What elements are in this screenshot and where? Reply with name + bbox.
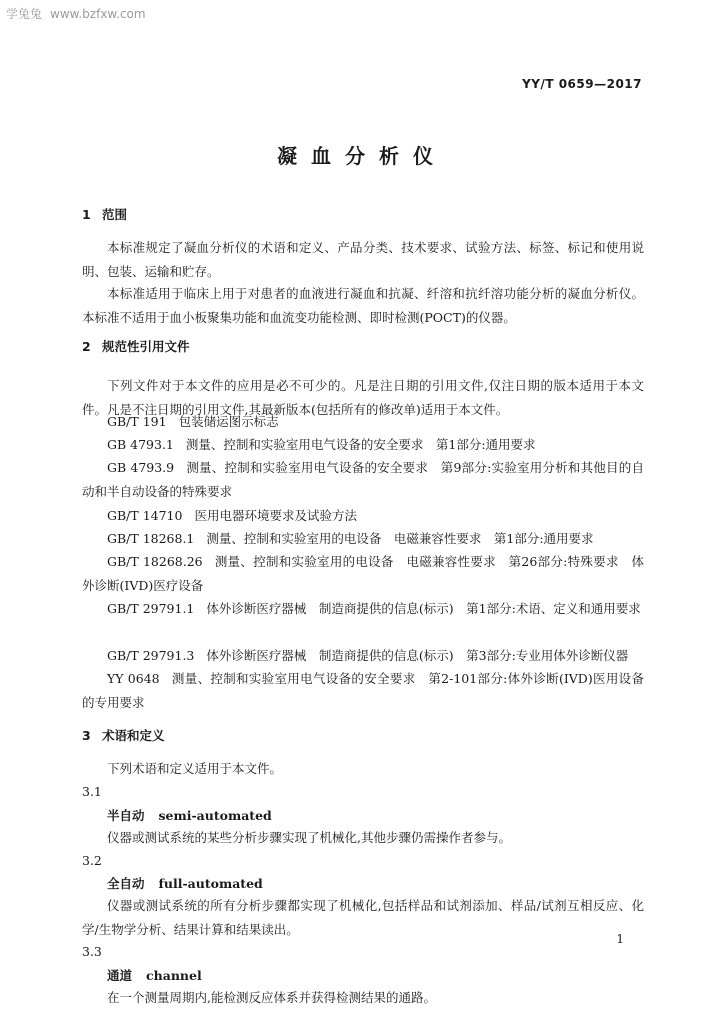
terms-intro: 下列术语和定义适用于本文件。 xyxy=(107,761,283,776)
section-2-heading xyxy=(82,337,190,355)
reference-title: 测量、控制和实验室用的电设备 电磁兼容性要求 第1部分:通用要求 xyxy=(206,531,594,546)
reference-title: 包装储运图示标志 xyxy=(178,414,279,429)
reference-item xyxy=(82,527,644,551)
reference-code: GB 4793.1 xyxy=(107,437,174,452)
reference-item xyxy=(82,456,644,503)
section-number: 3 xyxy=(82,728,91,743)
term-zh: 全自动 xyxy=(107,876,145,891)
term-en: channel xyxy=(146,968,202,983)
section-number: 2 xyxy=(82,339,91,354)
term-definition: 在一个测量周期内,能检测反应体系并获得检测结果的通路。 xyxy=(107,990,436,1005)
watermark-brand: 学兔兔 xyxy=(6,7,43,21)
reference-title: 测量、控制和实验室用电气设备的安全要求 第9部分:实验室用分析和其他目的自动和半自动设备的特殊要求 xyxy=(82,460,644,499)
reference-code: GB 4793.9 xyxy=(107,460,175,475)
reference-title: 测量、控制和实验室用的电设备 电磁兼容性要求 第26部分:特殊要求 体外诊断(IVD)医疗设备 xyxy=(82,554,644,593)
reference-code: GB/T 18268.26 xyxy=(107,554,203,569)
reference-item xyxy=(82,410,644,434)
reference-code: YY 0648 xyxy=(107,671,160,686)
reference-title: 测量、控制和实验室用电气设备的安全要求 第1部分:通用要求 xyxy=(185,437,536,452)
term-number: 3.3 xyxy=(82,944,102,959)
page-number: 1 xyxy=(616,932,624,946)
normative-intro: 下列文件对于本文件的应用是必不可少的。凡是注日期的引用文件,仅注日期的版本适用于本文件。凡是不注日期的引用文件,其最新版本(包括所有的修改单)适用于本文件。 xyxy=(82,378,644,417)
term-zh: 通道 xyxy=(107,968,133,983)
reference-title: 医用电器环境要求及试验方法 xyxy=(194,508,357,523)
reference-item xyxy=(82,504,644,528)
term-number: 3.2 xyxy=(82,853,102,868)
reference-title: 测量、控制和实验室用电气设备的安全要求 第2-101部分:体外诊断(IVD)医用设备的专用要求 xyxy=(82,671,644,710)
section-number: 1 xyxy=(82,207,91,222)
term-heading xyxy=(107,966,202,984)
standard-code: YY/T 0659—2017 xyxy=(522,77,642,91)
reference-item xyxy=(82,550,644,597)
reference-code: GB/T 14710 xyxy=(107,508,183,523)
term-zh: 半自动 xyxy=(107,808,145,823)
term-number: 3.1 xyxy=(82,784,102,799)
watermark xyxy=(6,5,146,22)
scope-paragraph-1: 本标准规定了凝血分析仪的术语和定义、产品分类、技术要求、试验方法、标签、标记和使用说明、包装、运输和贮存。 xyxy=(82,240,644,279)
section-3-heading xyxy=(82,726,165,744)
term-heading xyxy=(107,874,263,892)
section-title: 术语和定义 xyxy=(102,728,165,743)
reference-title: 体外诊断医疗器械 制造商提供的信息(标示) 第3部分:专业用体外诊断仪器 xyxy=(206,648,629,663)
reference-item xyxy=(82,433,644,457)
section-title: 范围 xyxy=(102,207,128,222)
term-definition: 仪器或测试系统的某些分析步骤实现了机械化,其他步骤仍需操作者参与。 xyxy=(107,830,511,845)
reference-code: GB/T 29791.3 xyxy=(107,648,195,663)
section-title: 规范性引用文件 xyxy=(102,339,190,354)
watermark-url: www.bzfxw.com xyxy=(50,7,146,21)
reference-item xyxy=(82,597,644,621)
scope-paragraph-2: 本标准适用于临床上用于对患者的血液进行凝血和抗凝、纤溶和抗纤溶功能分析的凝血分析仪。本标准不适用于血小板聚集功能和血流变功能检测、即时检测(POCT)的仪器。 xyxy=(82,286,644,325)
reference-code: GB/T 191 xyxy=(107,414,167,429)
term-en: semi-automated xyxy=(158,808,272,823)
reference-code: GB/T 29791.1 xyxy=(107,601,195,616)
reference-code: GB/T 18268.1 xyxy=(107,531,195,546)
document-title: 凝血分析仪 xyxy=(277,144,447,168)
reference-title: 体外诊断医疗器械 制造商提供的信息(标示) 第1部分:术语、定义和通用要求 xyxy=(206,601,641,616)
reference-item xyxy=(82,644,644,668)
term-heading xyxy=(107,806,272,824)
section-1-heading xyxy=(82,205,127,223)
term-en: full-automated xyxy=(158,876,263,891)
reference-item xyxy=(82,667,644,714)
term-definition: 仪器或测试系统的所有分析步骤都实现了机械化,包括样品和试剂添加、样品/试剂互相反应、化学/生物学分析、结果计算和结果读出。 xyxy=(82,898,644,937)
